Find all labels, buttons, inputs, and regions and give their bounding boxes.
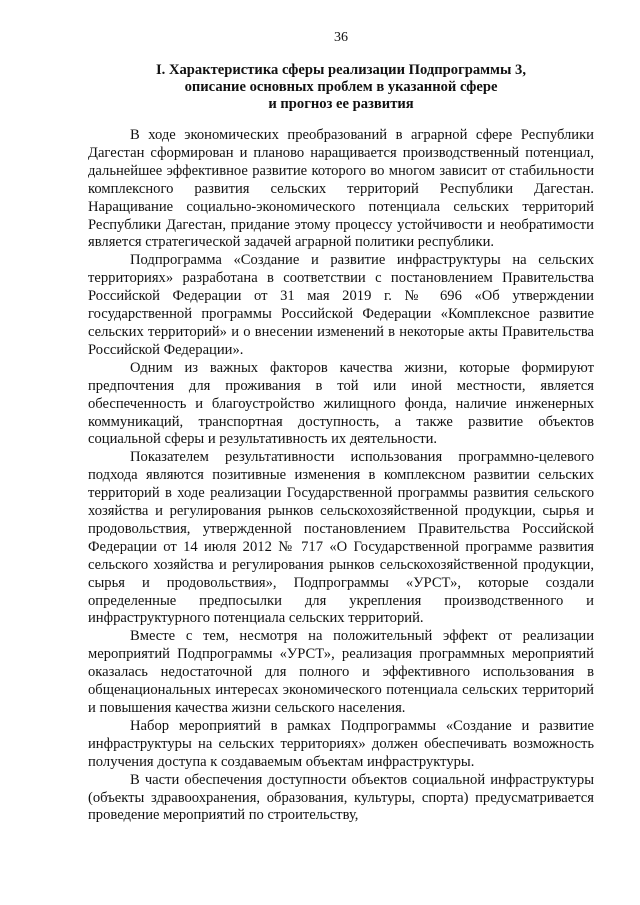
paragraph-5: Вместе с тем, несмотря на положительный эффект от реализации мероприятий Подпрограммы «УРСТ», реализация программных мероприятий оказалась недостаточной для полного и эффективного использования в общенациональных интересах экономического потенциала сельских территорий и повышения качества жизни сельского населения. [88, 628, 594, 716]
document-page [88, 0, 594, 905]
section-heading-line-2: описание основных проблем в указанной сфере [184, 79, 498, 95]
paragraph-3: Одним из важных факторов качества жизни, которые формируют предпочтения для проживания в той или иной местности, является обеспеченность и благоустройство жилищного фонда, наличие инженерных коммуникаций, транспортная доступность, а также развитие объектов социальной сферы и результативность их деятельности. [88, 359, 594, 448]
paragraph-1: В ходе экономических преобразований в аграрной сфере Республики Дагестан сформирован и планово наращивается производственный потенциал, дальнейшее эффективное развитие которого во многом зависит от стабильности комплексного развития сельских территорий Республики Дагестан. Наращивание социально-экономического потенциала сельских территорий Республики Дагестан, придание этому процессу устойчивости и необратимости является стратегической задачей аграрной политики республики. [88, 127, 594, 251]
section-heading-line-3: и прогноз ее развития [268, 96, 414, 112]
paragraph-4: Показателем результативности использования программно-целевого подхода являются позитивные изменения в комплексном развитии сельских территорий в ходе реализации Государственной программы развития сельского хозяйства и регулирования рынков сельскохозяйственной продукции, сырья и продовольствия, утвержденной постановлением Правительства Российской Федерации от 14 июля 2012 № 717 «О Государственной программе развития сельского хозяйства и регулирования рынков сельскохозяйственной продукции, сырья и продовольствия», Подпрограммы «УРСТ», которые создали определенные предпосылки для укрепления производственного и инфраструктурного потенциала сельских территорий. [88, 449, 594, 627]
paragraph-6: Набор мероприятий в рамках Подпрограммы «Создание и развитие инфраструктуры на сельских территориях» должен обеспечивать возможность получения доступа к создаваемым объектам инфраструктуры. [88, 717, 594, 770]
paragraph-7: В части обеспечения доступности объектов социальной инфраструктуры (объекты здравоохранения, образования, культуры, спорта) предусматривается проведение мероприятий по строительству, [88, 771, 594, 824]
section-heading [88, 62, 594, 113]
page-number: 36 [334, 30, 348, 45]
paragraph-2: Подпрограмма «Создание и развитие инфраструктуры на сельских территориях» разработана в соответствии с постановлением Правительства Российской Федерации от 31 мая 2019 г. № 696 «Об утверждении государственной программы Российской Федерации «Комплексное развитие сельских территорий» и о внесении изменений в некоторые акты Правительства Российской Федерации». [88, 252, 594, 358]
document-body [88, 127, 594, 825]
section-heading-line-1: I. Характеристика сферы реализации Подпрограммы 3, [155, 62, 526, 78]
